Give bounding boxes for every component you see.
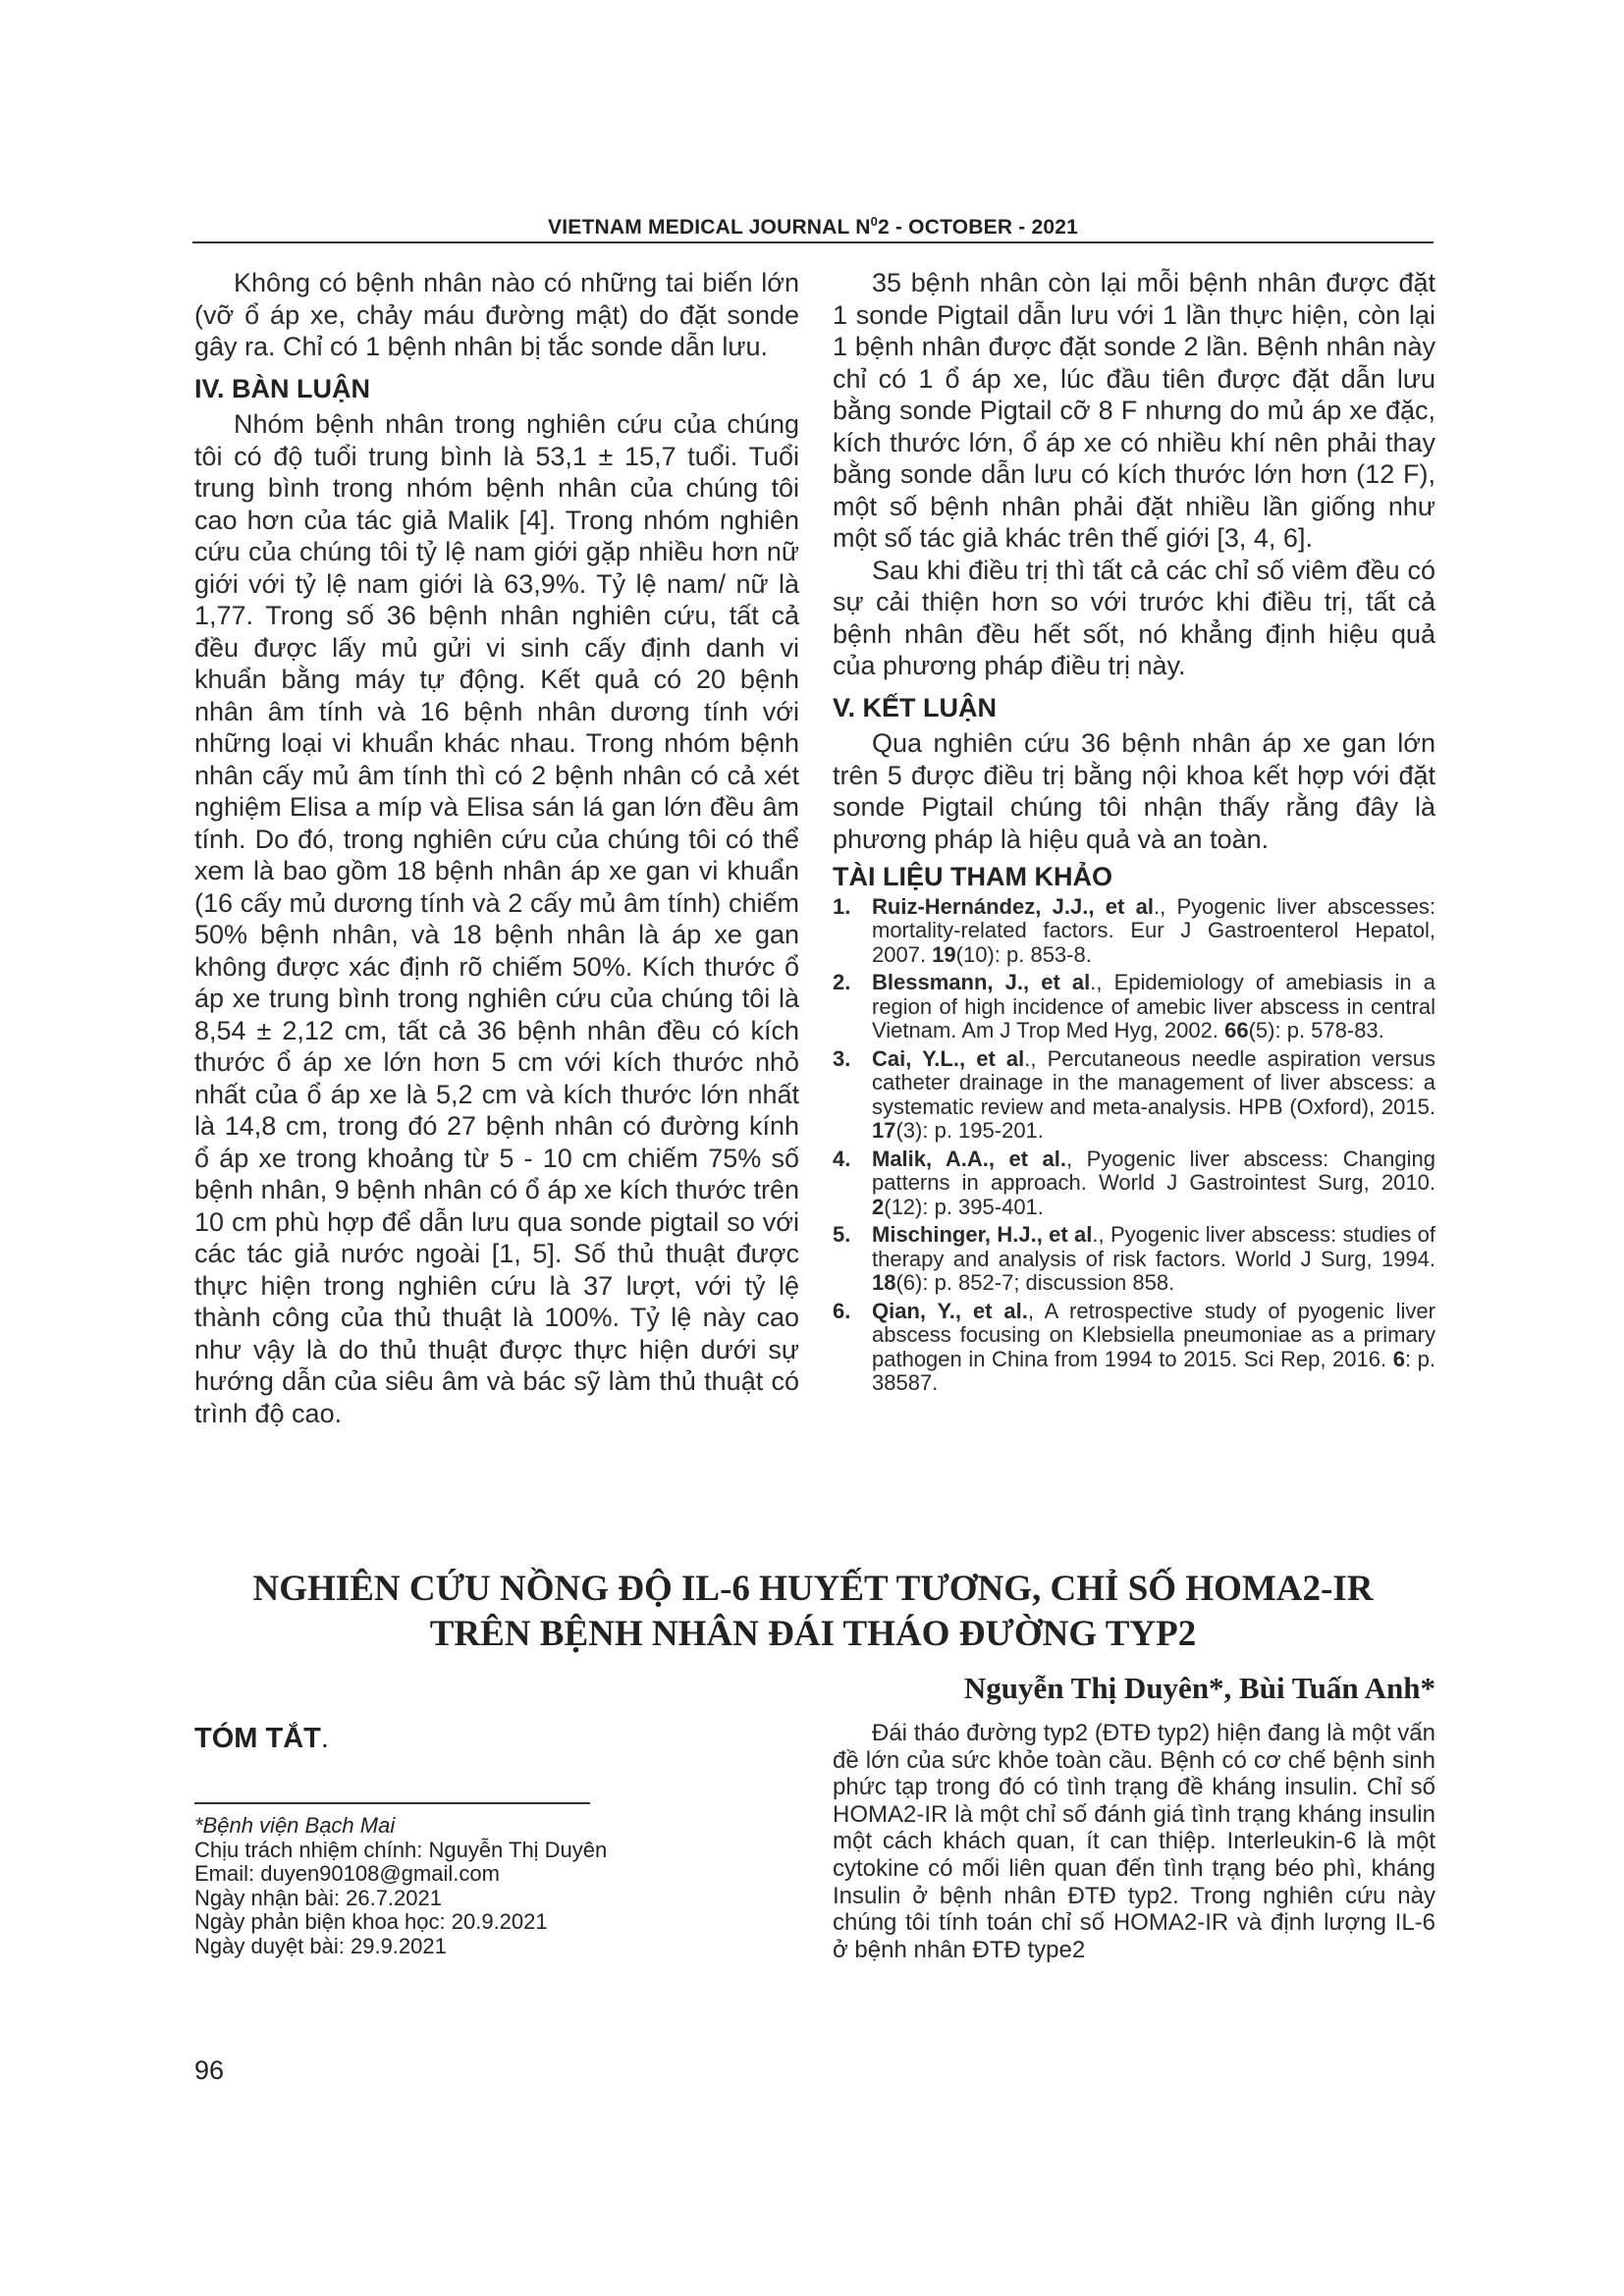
footnotes (194, 1814, 784, 1958)
reference-number: 4. (833, 1146, 851, 1171)
section-iv-paragraph: Nhóm bệnh nhân trong nghiên cứu của chúng tôi có độ tuổi trung bình là 53,1 ± 15,7 tuổi. Tuổi trung bình trong nhóm bệnh nhân của chúng tôi cao hơn của tác giả Malik [4]. Trong nhóm nghiên cứu của chúng tôi tỷ lệ nam giới gặp nhiều hơn nữ giới với tỷ lệ nam giới là 63,9%. Tỷ lệ nam/ nữ là 1,77. Trong số 36 bệnh nhân nghiên cứu, tất cả đều được lấy mủ gửi vi sinh cấy định danh vi khuẩn bằng máy tự động. Kết quả có 20 bệnh nhân âm tính và 16 bệnh nhân dương tính với những loại vi khuẩn khác nhau. Trong nhóm bệnh nhân cấy mủ âm tính thì có 2 bệnh nhân có cả xét nghiệm Elisa a míp và Elisa sán lá gan lớn đều âm tính. Do đó, trong nghiên cứu của chúng tôi có thể xem là bao gồm 18 bệnh nhân áp xe gan vi khuẩn (16 cấy mủ dương tính và 2 cấy mủ âm tính) chiếm 50% bệnh nhân, và 18 bệnh nhân là áp xe gan không được xác định rõ chiếm 50%. Kích thước ổ áp xe trung bình trong nghiên cứu của chúng tôi là 8,54 ± 2,12 cm, tất cả 36 bệnh nhân đều có kích thước ổ áp xe lớn hơn 5 cm với kích thước nhỏ nhất của ổ áp xe là 5,2 cm và kích thước lớn nhất là 14,8 cm, trong đó 27 bệnh nhân có đường kính ổ áp xe trong khoảng từ 5 - 10 cm chiếm 75% số bệnh nhân, 9 bệnh nhân có ổ áp xe kích thước trên 10 cm phù hợp để dẫn lưu qua sonde pigtail so với các tác giả nước ngoài [1, 5]. Số thủ thuật được thực hiện trong nghiên cứu là 37 lượt, với tỷ lệ thành công của thủ thuật là 100%. Tỷ lệ này cao như vậy là do thủ thuật được thực hiện dưới sự hướng dẫn của siêu âm và bác sỹ làm thủ thuật có trình độ cao. (194, 409, 799, 1428)
article-title-line-2: TRÊN BỆNH NHÂN ĐÁI THÁO ĐƯỜNG TYP2 (429, 1614, 1197, 1654)
reference-volume: 19 (932, 941, 956, 967)
reference-volume: 66 (1224, 1018, 1249, 1042)
reference-item (833, 1223, 1435, 1296)
reference-text (872, 1223, 1435, 1296)
reference-author: Cai, Y.L., et al (872, 1045, 1025, 1071)
reference-item (833, 1148, 1435, 1220)
footnote-email: Email: duyen90108@gmail.com (194, 1861, 500, 1886)
reference-pages: : p. 38587. (872, 1346, 1436, 1395)
footnote-responsible: Chịu trách nhiệm chính: Nguyễn Thị Duyên (194, 1837, 608, 1862)
footnote-affiliation: *Bệnh viện Bạch Mai (194, 1813, 396, 1838)
journal-issue: 2 - OCTOBER - 2021 (878, 216, 1078, 239)
reference-pages: (5): p. 578-83. (1248, 1018, 1384, 1042)
footnote-divider (194, 1802, 590, 1804)
section-iv-heading: IV. BÀN LUẬN (194, 373, 371, 403)
section-v-paragraph: Qua nghiên cứu 36 bệnh nhân áp xe gan lớn trên 5 được điều trị bằng nội khoa kết hợp với đặt sonde Pigtail chúng tôi nhận thấy rằng đây là phương pháp là hiệu quả và an toàn. (833, 728, 1435, 854)
abstract-paragraph: Đái tháo đường typ2 (ĐTĐ typ2) hiện đang là một vấn đề lớn của sức khỏe toàn cầu. Bệnh có cơ chế bệnh sinh phức tạp trong đó có tình trạng đề kháng insulin. Chỉ số HOMA2-IR là một chỉ số đánh giá tình trạng kháng insulin một cách khách quan, ít can thiệp. Interleukin-6 là một cytokine có mối liên quan đến tình trạng béo phì, kháng Insulin ở bệnh nhân ĐTĐ typ2. Trong nghiên cứu này chúng tôi tính toán chỉ số HOMA2-IR và định lượng IL-6 ở bệnh nhân ĐTĐ type2 (833, 1720, 1435, 1963)
article-authors: Nguyễn Thị Duyên*, Bùi Tuấn Anh* (963, 1671, 1435, 1705)
reference-citation: , Pyogenic liver abscess: Changing patterns in approach. World J Gastrointest Surg, 2010. (872, 1146, 1435, 1195)
summary-heading (194, 1723, 329, 1755)
section-v-heading: V. KẾT LUẬN (833, 692, 998, 722)
reference-number: 2. (833, 970, 851, 994)
reference-text (872, 1148, 1435, 1220)
reference-volume: 2 (872, 1194, 885, 1219)
article-title-line-1: NGHIÊN CỨU NỒNG ĐỘ IL-6 HUYẾT TƯƠNG, CHỈ SỐ HOMA2-IR (252, 1569, 1374, 1609)
running-header (192, 214, 1434, 240)
right-paragraph-2: Sau khi điều trị thì tất cả các chỉ số viêm đều có sự cải thiện hơn so với trước khi điều trị, tất cả bệnh nhân đều hết sốt, nó khẳng định hiệu quả của phương pháp điều trị này. (833, 555, 1435, 680)
reference-item (833, 895, 1435, 968)
footnote-review-date: Ngày phản biện khoa học: 20.9.2021 (194, 1909, 548, 1934)
footnote-received-date: Ngày nhận bài: 26.7.2021 (194, 1885, 442, 1910)
intro-paragraph: Không có bệnh nhân nào có những tai biến lớn (vỡ ổ áp xe, chảy máu đường mật) do đặt sonde gây ra. Chỉ có 1 bệnh nhân bị tắc sonde dẫn lưu. (194, 268, 799, 361)
reference-author: Malik, A.A., et al. (872, 1146, 1066, 1171)
reference-number: 5. (833, 1222, 851, 1247)
reference-author: Ruiz-Hernández, J.J., et al (872, 893, 1154, 919)
reference-pages: (10): p. 853-8. (955, 941, 1092, 967)
reference-author: Blessmann, J., et al (872, 970, 1091, 994)
reference-text (872, 895, 1435, 968)
reference-volume: 17 (872, 1118, 896, 1143)
summary-heading-dot: . (320, 1723, 329, 1754)
reference-citation: ., Epidemiology of amebiasis in a region of high incidence of amebic liver abscess in central Vietnam. Am J Trop Med Hyg, 2002. (872, 970, 1435, 1042)
reference-citation: ., Percutaneous needle aspiration versus catheter drainage in the management of liver abscess: a systematic review and meta-analysis. HPB (Oxford), 2015. (872, 1045, 1435, 1119)
right-column (833, 267, 1435, 1400)
page-number: 96 (194, 2056, 225, 2085)
reference-volume: 18 (872, 1270, 896, 1295)
left-column (194, 267, 799, 1429)
reference-number: 6. (833, 1298, 851, 1323)
summary-heading-text: TÓM TẮT (194, 1723, 321, 1754)
references-heading: TÀI LIỆU THAM KHẢO (833, 862, 1112, 891)
reference-number: 3. (833, 1045, 851, 1071)
journal-name: VIETNAM MEDICAL JOURNAL N (548, 216, 871, 239)
references-section (833, 862, 1436, 1396)
reference-item (833, 1047, 1435, 1144)
reference-text (872, 1300, 1435, 1396)
reference-citation: ., Pyogenic liver abscesses: mortality-related factors. Eur J Gastroenterol Hepatol, 2007. (872, 893, 1435, 967)
reference-author: Mischinger, H.J., et al (872, 1222, 1093, 1247)
reference-number: 1. (833, 893, 851, 919)
reference-volume: 6 (1392, 1346, 1405, 1371)
reference-item (833, 971, 1435, 1043)
journal-number-sup: 0 (870, 214, 879, 229)
article-title (192, 1567, 1434, 1657)
right-paragraph-1: 35 bệnh nhân còn lại mỗi bệnh nhân được đặt 1 sonde Pigtail dẫn lưu với 1 lần thực hiện, còn lại 1 bệnh nhân được đặt sonde 2 lần. Bệnh nhân này chỉ có 1 ổ áp xe, lúc đầu tiên được đặt dẫn lưu bằng sonde Pigtail cỡ 8 F nhưng do mủ áp xe đặc, kích thước lớn, ổ áp xe có nhiều khí nên phải thay bằng sonde dẫn lưu có kích thước lớn hơn (12 F), một số bệnh nhân phải đặt nhiều lần giống như một số tác giả khác trên thế giới [3, 4, 6]. (833, 268, 1435, 553)
reference-author: Qian, Y., et al. (872, 1298, 1028, 1323)
reference-pages: (3): p. 195-201. (895, 1118, 1044, 1143)
header-divider (192, 241, 1434, 243)
reference-pages: (6): p. 852-7; discussion 858. (895, 1270, 1175, 1295)
reference-citation: , A retrospective study of pyogenic liver abscess focusing on Klebsiella pneumoniae as a primary pathogen in China from 1994 to 2015. Sci Rep, 2016. (872, 1298, 1435, 1371)
reference-text (872, 1047, 1435, 1144)
reference-citation: ., Pyogenic liver abscess: studies of therapy and analysis of risk factors. World J Surg, 1994. (872, 1222, 1435, 1271)
footnote-approval-date: Ngày duyệt bài: 29.9.2021 (194, 1933, 447, 1958)
reference-pages: (12): p. 395-401. (884, 1194, 1044, 1219)
reference-text (872, 971, 1435, 1043)
reference-item (833, 1300, 1435, 1396)
